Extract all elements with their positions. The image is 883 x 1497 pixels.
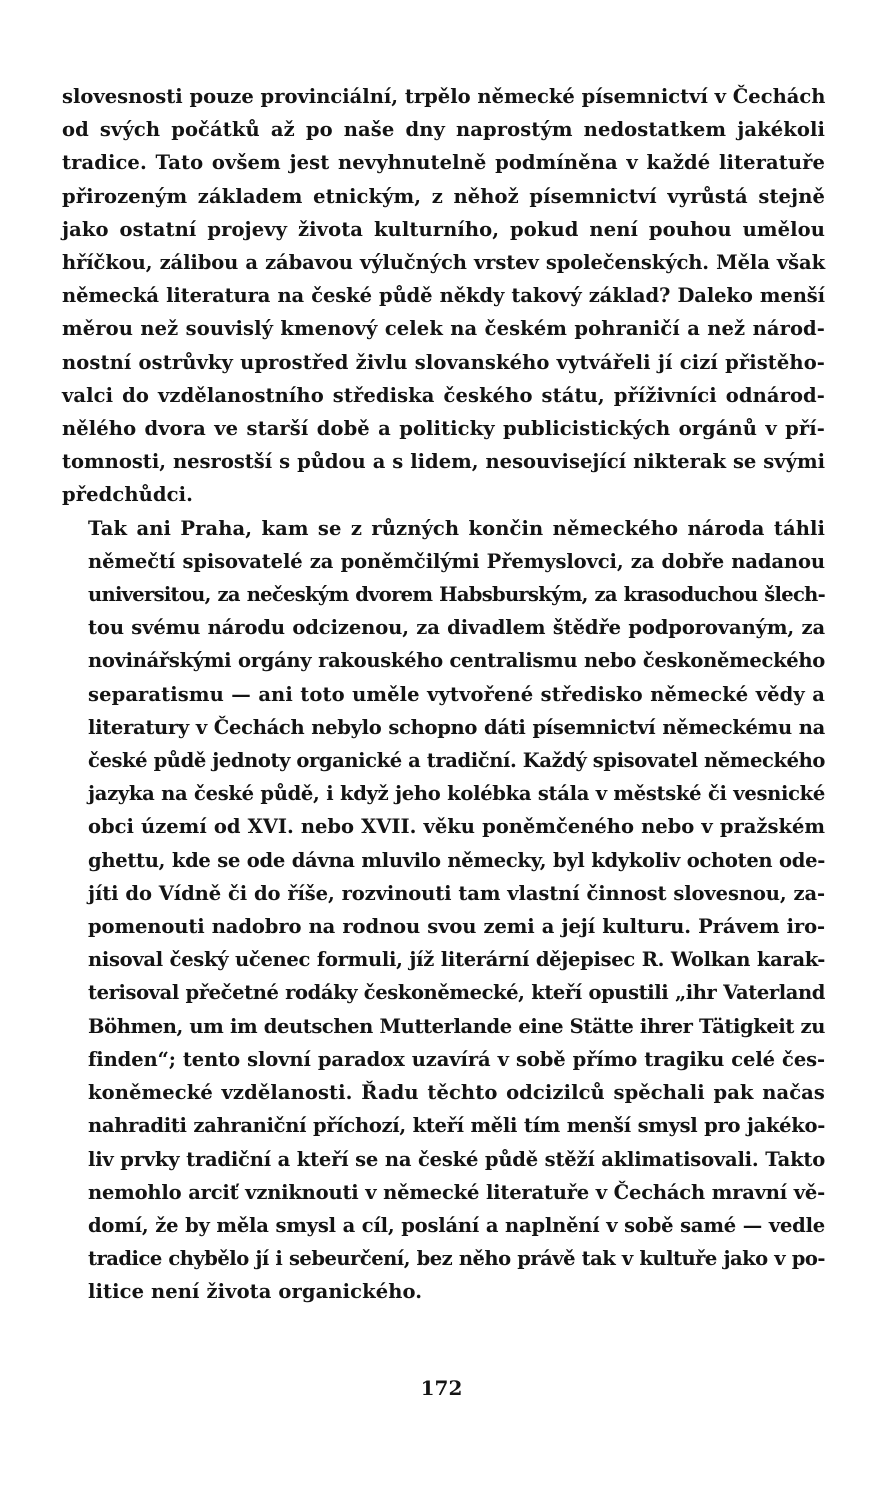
- text-line: jazyka na české půdě, i když jeho kolébka stála v městské či vesnické: [88, 782, 825, 806]
- text-line: tradice chybělo jí i sebeurčení, bez něho právě tak v kultuře jako v po-: [88, 1247, 825, 1271]
- text-line: nělého dvora ve starší době a politicky publicistických orgánů v pří-: [62, 417, 825, 441]
- text-line: tradice. Tato ovšem jest nevyhnutelně podmíněna v každé literatuře: [62, 151, 825, 175]
- text-line: Tak ani Praha, kam se z různých končin německého národa táhli: [88, 516, 825, 540]
- text-line: jíti do Vídně či do říše, rozvinouti tam vlastní činnost slovesnou, za-: [88, 881, 825, 905]
- text-line: domí, že by měla smysl a cíl, poslání a naplnění v sobě samé — vedle: [88, 1213, 825, 1237]
- text-line: tou svému národu odcizenou, za divadlem štědře podporovaným, za: [88, 616, 825, 640]
- page-number: 172: [420, 1376, 463, 1400]
- text-line: hříčkou, zálibou a zábavou výlučných vrstev společenských. Měla však: [62, 251, 825, 275]
- text-line: od svých počátků až po naše dny naprostým nedostatkem jakékoli: [62, 118, 825, 142]
- paragraph-2: [62, 512, 825, 1309]
- paragraph-1: [62, 80, 825, 512]
- text-line: Böhmen, um im deutschen Mutterlande eine Stätte ihrer Tätigkeit zu: [88, 1014, 825, 1038]
- text-line: valci do vzdělanostního střediska českého státu, příživníci odnárod-: [62, 383, 825, 407]
- text-line: liv prvky tradiční a kteří se na české půdě stěží aklimatisovali. Takto: [88, 1147, 825, 1171]
- text-line: nisoval český učenec formuli, jíž literární dějepisec R. Wolkan karak-: [88, 948, 825, 972]
- text-line: novinářskými orgány rakouského centralismu nebo českoněmeckého: [88, 649, 825, 673]
- text-line: nahraditi zahraniční příchozí, kteří měli tím menší smysl pro jakéko-: [88, 1114, 825, 1138]
- text-line: obci území od XVI. nebo XVII. věku poněmčeného nebo v pražském: [88, 815, 825, 839]
- text-line: terisoval přečetné rodáky českoněmecké, kteří opustili „ihr Vaterland: [88, 981, 825, 1005]
- text-line: pomenouti nadobro na rodnou svou zemi a její kulturu. Právem iro-: [88, 915, 825, 939]
- text-line: nemohlo arciť vzniknouti v německé literatuře v Čechách mravní vě-: [88, 1180, 825, 1204]
- text-line: ghettu, kde se ode dávna mluvilo německy, byl kdykoliv ochoten ode-: [88, 848, 825, 872]
- text-line: předchůdci.: [62, 483, 193, 507]
- text-line: německá literatura na české půdě někdy takový základ? Daleko menší: [62, 284, 825, 308]
- text-line: finden“; tento slovní paradox uzavírá v sobě přímo tragiku celé čes-: [88, 1047, 825, 1071]
- page-body: [62, 80, 825, 1309]
- text-line: jako ostatní projevy života kulturního, pokud není pouhou umělou: [62, 217, 825, 241]
- text-line: němečtí spisovatelé za poněmčilými Přemyslovci, za dobře nadanou: [88, 549, 825, 573]
- text-line: slovesnosti pouze provinciální, trpělo německé písemnictví v Čechách: [62, 85, 826, 108]
- text-line: přirozeným základem etnickým, z něhož písemnictví vyrůstá stejně: [62, 184, 825, 208]
- text-line: separatismu — ani toto uměle vytvořené středisko německé vědy a: [88, 682, 825, 706]
- text-line: koněmecké vzdělanosti. Řadu těchto odcizilců spěchali pak načas: [88, 1081, 825, 1105]
- text-line: tomnosti, nesrostší s půdou a s lidem, nesouvisející nikterak se svými: [62, 450, 825, 474]
- text-line: universitou, za nečeským dvorem Habsburským, za krasoduchou šlech-: [88, 583, 825, 607]
- text-line: litice není života organického.: [88, 1280, 423, 1304]
- text-line: literatury v Čechách nebylo schopno dáti písemnictví německému na: [88, 715, 825, 739]
- text-line: české půdě jednoty organické a tradiční. Každý spisovatel německého: [88, 749, 825, 773]
- text-line: měrou než souvislý kmenový celek na českém pohraničí a než národ-: [62, 317, 825, 341]
- text-line: nostní ostrůvky uprostřed živlu slovanského vytvářeli jí cizí přistěho-: [62, 350, 825, 374]
